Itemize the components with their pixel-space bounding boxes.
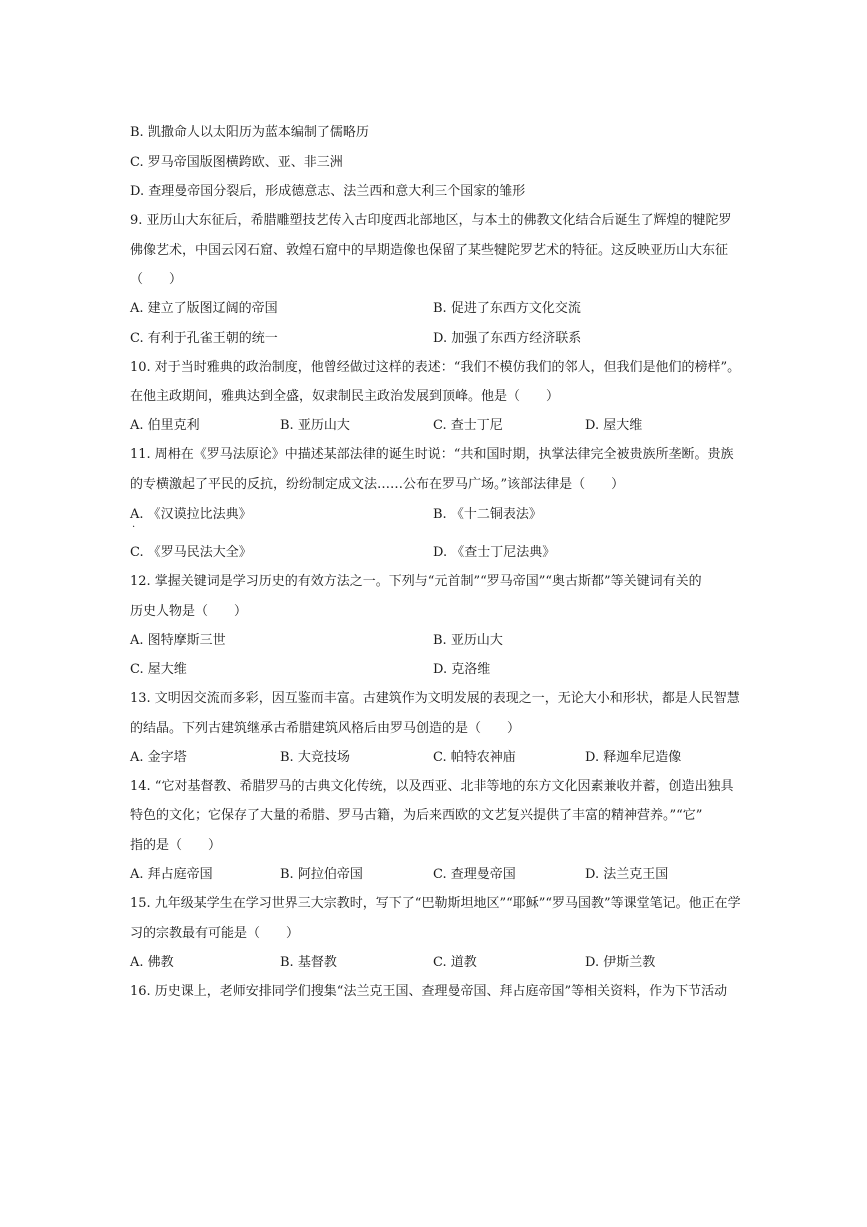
q11-options-row-2 bbox=[130, 544, 750, 562]
q12-stem-line-1: 12. 掌握关键词是学习历史的有效方法之一。下列与“元首制”“罗马帝国”“奥古斯都”等关键词有关的 bbox=[130, 574, 702, 589]
q15-option-a: A. 佛教 bbox=[130, 955, 174, 970]
q14-stem-line-2: 特色的文化；它保存了大量的希腊、罗马古籍，为后来西欧的文艺复兴提供了丰富的精神营养。”“它” bbox=[130, 808, 703, 823]
q9-options-row-2 bbox=[130, 330, 750, 348]
q9-option-a: A. 建立了版图辽阔的帝国 bbox=[130, 301, 278, 316]
q12-option-b: B. 亚历山大 bbox=[433, 633, 503, 648]
q13-stem-line-2: 的结晶。下列古建筑继承古希腊建筑风格后由罗马创造的是（ ） bbox=[130, 721, 521, 736]
q15-option-b: B. 基督教 bbox=[280, 955, 337, 970]
q9-option-b: B. 促进了东西方文化交流 bbox=[433, 301, 581, 316]
q12-option-d: D. 克洛维 bbox=[433, 662, 491, 677]
q14-option-a: A. 拜占庭帝国 bbox=[130, 867, 213, 882]
q15-options-row bbox=[130, 954, 750, 972]
q14-option-d: D. 法兰克王国 bbox=[585, 867, 669, 882]
q9-option-d: D. 加强了东西方经济联系 bbox=[433, 331, 582, 346]
q9-stem-line-2: 佛像艺术，中国云冈石窟、敦煌石窟中的早期造像也保留了某些犍陀罗艺术的特征。这反映亚历山大东征 bbox=[130, 243, 729, 258]
q13-option-c: C. 帕特农神庙 bbox=[433, 750, 516, 765]
q13-option-a: A. 金字塔 bbox=[130, 750, 187, 765]
q13-options-row bbox=[130, 749, 750, 767]
q11-option-d: D. 《查士丁尼法典》 bbox=[433, 545, 556, 560]
q12-stem-line-2: 历史人物是（ ） bbox=[130, 604, 248, 619]
q16-stem-line-1: 16. 历史课上，老师安排同学们搜集“法兰克王国、查理曼帝国、拜占庭帝国”等相关资料，作为下节活动 bbox=[130, 984, 728, 999]
q8-option-d: D. 查理曼帝国分裂后，形成德意志、法兰西和意大利三个国家的雏形 bbox=[130, 184, 526, 199]
q15-stem-line-1: 15. 九年级某学生在学习世界三大宗教时，写下了“巴勒斯坦地区”“耶稣”“罗马国教”等课堂笔记。他正在学 bbox=[130, 896, 741, 911]
q9-stem-line-3: （ ） bbox=[130, 272, 183, 287]
q9-options-row-1 bbox=[130, 300, 750, 318]
q10-stem-line-2: 在他主政期间，雅典达到全盛，奴隶制民主政治发展到顶峰。他是（ ） bbox=[130, 389, 560, 404]
q11-stem-line-1: 11. 周枏在《罗马法原论》中描述某部法律的诞生时说：“共和国时期，执掌法律完全被贵族所垄断。贵族 bbox=[130, 447, 734, 462]
q14-stem-line-1: 14. “它对基督教、希腊罗马的古典文化传统，以及西亚、北非等地的东方文化因素兼收并蓄，创造出独具 bbox=[130, 779, 734, 794]
q9-stem-line-1: 9. 亚历山大东征后，希腊雕塑技艺传入古印度西北部地区，与本土的佛教文化结合后诞生了辉煌的犍陀罗 bbox=[130, 213, 732, 228]
q13-stem-line-1: 13. 文明因交流而多彩，因互鉴而丰富。古建筑作为文明发展的表现之一，无论大小和形状，都是人民智慧 bbox=[130, 691, 740, 706]
q11-mark-dot: . bbox=[132, 519, 136, 530]
q13-option-b: B. 大竞技场 bbox=[280, 750, 350, 765]
q11-option-b: B. 《十二铜表法》 bbox=[433, 507, 542, 522]
q12-options-row-1 bbox=[130, 632, 750, 650]
q8-option-c: C. 罗马帝国版图横跨欧、亚、非三洲 bbox=[130, 155, 343, 170]
q10-option-b: B. 亚历山大 bbox=[280, 418, 350, 433]
q11-option-c: C. 《罗马民法大全》 bbox=[130, 545, 252, 560]
q13-option-d: D. 释迦牟尼造像 bbox=[585, 750, 682, 765]
q10-option-d: D. 屋大维 bbox=[585, 418, 643, 433]
q14-options-row bbox=[130, 866, 750, 884]
q10-options-row bbox=[130, 417, 750, 435]
q9-option-c: C. 有利于孔雀王朝的统一 bbox=[130, 331, 278, 346]
q11-stem-line-2: 的专横激起了平民的反抗，纷纷制定成文法……公布在罗马广场。”该部法律是（ ） bbox=[130, 477, 625, 492]
q14-stem-line-3: 指的是（ ） bbox=[130, 838, 222, 853]
q12-options-row-2 bbox=[130, 661, 750, 679]
q14-option-c: C. 查理曼帝国 bbox=[433, 867, 516, 882]
q11-option-a: A. 《汉谟拉比法典》 bbox=[130, 507, 252, 522]
q10-option-a: A. 伯里克利 bbox=[130, 418, 200, 433]
q11-options-row-1 bbox=[130, 506, 750, 530]
q12-option-c: C. 屋大维 bbox=[130, 662, 187, 677]
q15-option-d: D. 伊斯兰教 bbox=[585, 955, 656, 970]
q10-stem-line-1: 10. 对于当时雅典的政治制度，他曾经做过这样的表述：“我们不模仿我们的邻人，但我们是他们的榜样”。 bbox=[130, 360, 741, 375]
q15-option-c: C. 道教 bbox=[433, 955, 477, 970]
q12-option-a: A. 图特摩斯三世 bbox=[130, 633, 226, 648]
q14-option-b: B. 阿拉伯帝国 bbox=[280, 867, 363, 882]
q15-stem-line-2: 习的宗教最有可能是（ ） bbox=[130, 926, 300, 941]
q10-option-c: C. 查士丁尼 bbox=[433, 418, 503, 433]
q8-option-b: B. 凯撒命人以太阳历为蓝本编制了儒略历 bbox=[130, 125, 369, 140]
